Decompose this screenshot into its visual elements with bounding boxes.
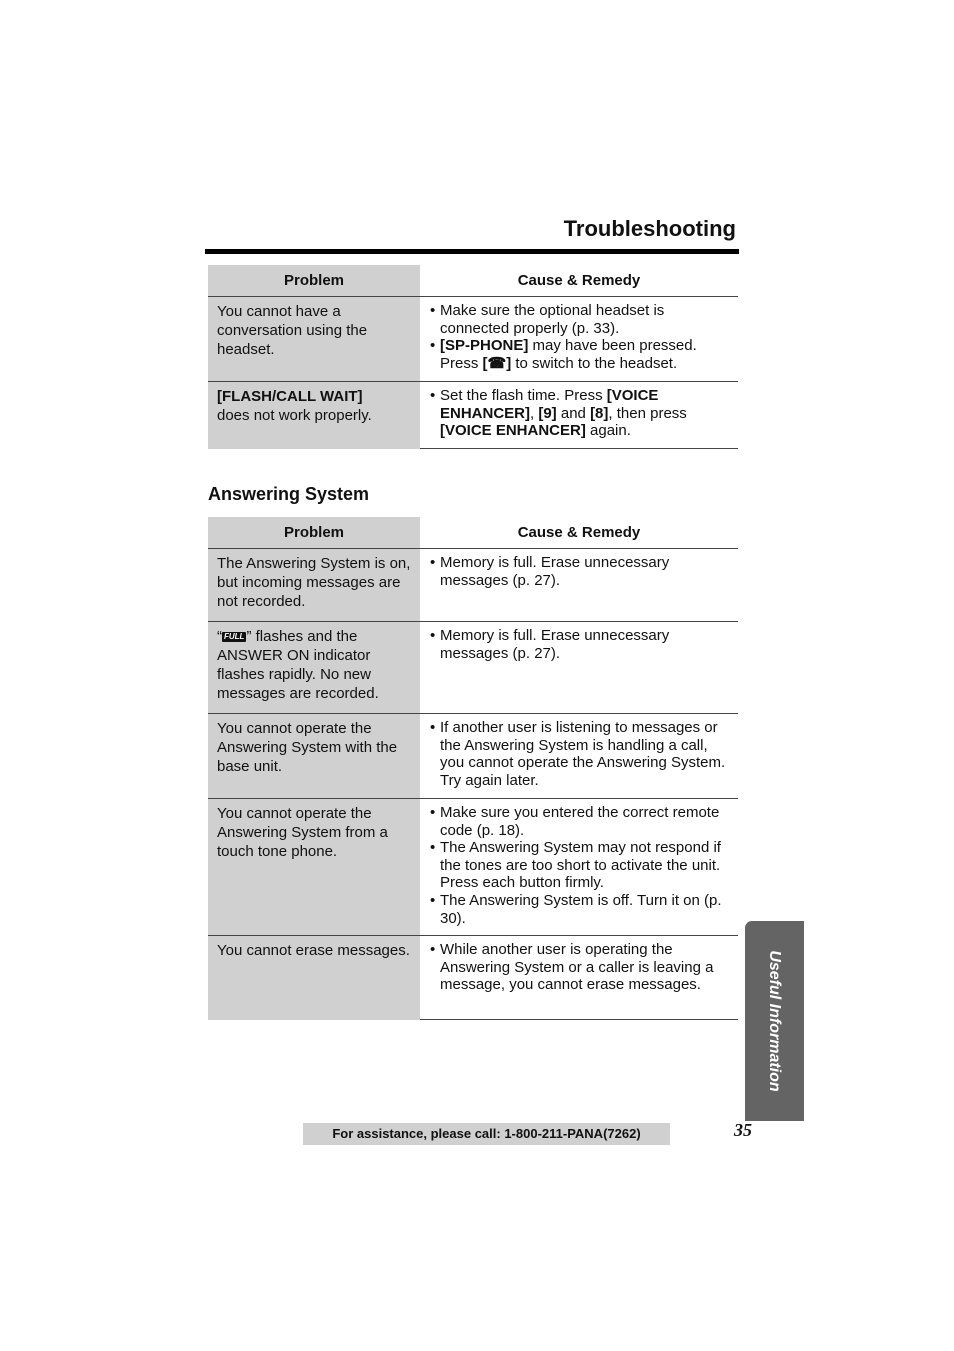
table-row bbox=[208, 549, 738, 622]
assistance-footer: For assistance, please call: 1-800-211-PANA(7262) bbox=[303, 1123, 670, 1145]
side-tab-label: Useful Information bbox=[766, 950, 783, 1092]
remedy-cell bbox=[420, 549, 738, 622]
table-row bbox=[208, 799, 738, 936]
troubleshooting-table-general bbox=[208, 265, 738, 449]
remedy-bullet: • While another user is operating the Answering System or a caller is leaving a message, you cannot erase messages. bbox=[430, 941, 714, 994]
problem-cell: You cannot have a conversation using the headset. bbox=[208, 297, 420, 382]
remedy-bullet: • Memory is full. Erase unnecessary messages (p. 27). bbox=[430, 627, 670, 662]
table-header-row bbox=[208, 265, 738, 297]
remedy-bullet: • Make sure the optional headset is connected properly (p. 33). bbox=[430, 302, 665, 337]
remedy-bullet: • [SP-PHONE] may have been pressed. Press [☎] to switch to the headset. bbox=[430, 337, 697, 372]
table-row bbox=[208, 622, 738, 714]
table-row bbox=[208, 382, 738, 449]
table-row bbox=[208, 297, 738, 382]
remedy-cell bbox=[420, 622, 738, 714]
problem-cell: You cannot erase messages. bbox=[208, 936, 420, 1020]
table-header-row bbox=[208, 517, 738, 549]
section-heading-answering-system: Answering System bbox=[208, 484, 370, 504]
table-row bbox=[208, 936, 738, 1020]
table-row bbox=[208, 714, 738, 799]
problem-cell: “ FULL ” flashes and the ANSWER ON indicator flashes rapidly. No new messages are recorded. bbox=[208, 622, 420, 714]
bullet-icon: • bbox=[430, 554, 436, 571]
bullet-icon: • bbox=[430, 891, 436, 909]
remedy-bullet: • Make sure you entered the correct remote code (p. 18). bbox=[430, 804, 720, 839]
remedy-bullet: • Memory is full. Erase unnecessary messages (p. 27). bbox=[430, 554, 670, 589]
column-header-remedy: Cause & Remedy bbox=[420, 517, 738, 549]
remedy-bullet: • Set the flash time. Press [VOICE ENHANCER], [9] and [8], then press [VOICE ENHANCER] again. bbox=[430, 387, 687, 440]
bullet-icon: • bbox=[430, 627, 436, 644]
remedy-cell bbox=[420, 714, 738, 799]
bullet-icon: • bbox=[430, 839, 436, 857]
problem-cell: You cannot operate the Answering System with the base unit. bbox=[208, 714, 420, 799]
page-number: 35 bbox=[734, 1120, 752, 1140]
bullet-icon: • bbox=[430, 302, 436, 319]
side-tab-useful-information[interactable] bbox=[745, 921, 804, 1121]
page-title: Troubleshooting bbox=[563, 216, 736, 241]
handset-icon: ☎ bbox=[487, 354, 507, 372]
column-header-remedy: Cause & Remedy bbox=[420, 265, 738, 297]
remedy-cell bbox=[420, 799, 738, 936]
bullet-icon: • bbox=[430, 337, 436, 355]
remedy-bullet: • The Answering System is off. Turn it on (p. 30). bbox=[430, 891, 722, 927]
column-header-problem: Problem bbox=[208, 265, 420, 297]
remedy-bullet: • If another user is listening to messages or the Answering System is handling a call, you cannot operate the Answering System. Try again later. bbox=[430, 719, 726, 789]
problem-cell: The Answering System is on, but incoming messages are not recorded. bbox=[208, 549, 420, 622]
remedy-cell bbox=[420, 936, 738, 1020]
bullet-icon: • bbox=[430, 804, 436, 821]
title-rule bbox=[205, 249, 739, 254]
remedy-cell bbox=[420, 297, 738, 382]
problem-cell: [FLASH/CALL WAIT] does not work properly. bbox=[208, 382, 420, 449]
remedy-cell bbox=[420, 382, 738, 449]
bullet-icon: • bbox=[430, 387, 436, 404]
full-icon: FULL bbox=[224, 632, 245, 641]
problem-cell: You cannot operate the Answering System from a touch tone phone. bbox=[208, 799, 420, 936]
remedy-bullet: • The Answering System may not respond if the tones are too short to activate the unit. Press each button firmly. bbox=[430, 839, 721, 892]
column-header-problem: Problem bbox=[208, 517, 420, 549]
bullet-icon: • bbox=[430, 941, 436, 959]
troubleshooting-table-answering bbox=[208, 517, 738, 1020]
bullet-icon: • bbox=[430, 719, 436, 736]
